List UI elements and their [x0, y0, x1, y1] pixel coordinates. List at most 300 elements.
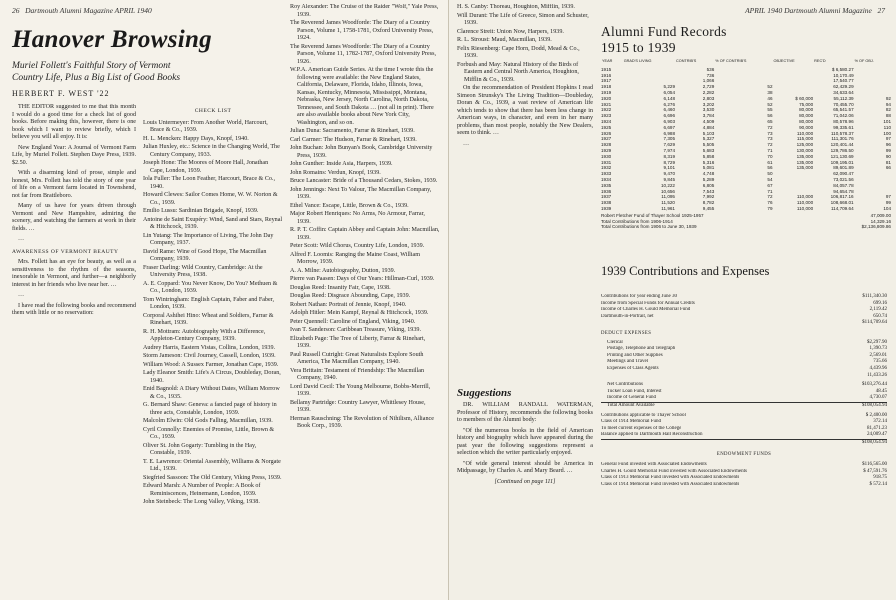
table-cell: 73	[767, 130, 773, 136]
endowment-row-label: Charles H. Gould Memorial Fund invested with Associated Endowments	[601, 468, 747, 474]
expense-row	[601, 340, 887, 347]
table-cell: 3,202	[702, 101, 715, 107]
expense-row	[601, 346, 887, 353]
book-entry: Edward Marsh: A Number of People: A Book of Reminiscences, Heinemann, London, 1939.	[143, 483, 261, 497]
expense-row-amount: 4,439.96	[869, 365, 887, 371]
table-cell: 1921	[601, 101, 612, 107]
table-cell: 10,170.49	[833, 72, 854, 78]
running-head-right	[745, 6, 885, 15]
paragraph: Mrs. Follett has an eye for beauty, as well as a sensitiveness to the rhythm of the seasons, inexorable in Vermont, and further—a neighborly interest in her friends who live near her. …	[12, 259, 136, 288]
applic-row	[601, 413, 887, 420]
deduct-head: DEDUCT EXPENSES	[601, 330, 652, 336]
book-entry: T. E. Lawrence: Oriental Assembly, Williams & Norgate Ltd., 1939.	[143, 458, 281, 472]
table-cell: 97	[885, 136, 891, 142]
paragraph: Many of us have for years driven through Vermont and New Hampshire, admiring the scenery, and watching the farmers at work in their fields. …	[12, 203, 136, 232]
table-cell: 10,656	[660, 188, 675, 194]
table-cell: 104	[883, 205, 891, 211]
running-title-left: Dartmouth Alumni Magazine APRIL 1940	[25, 6, 152, 15]
table-cell: 34,633.64	[833, 89, 854, 95]
table-cell: 84,057.78	[833, 182, 854, 188]
table-cell: 108,668.01	[830, 200, 854, 206]
table-cell: 72	[767, 194, 773, 200]
table-cell: 125,000	[796, 142, 814, 148]
income-row-label: Dartmouth-in-Portrait, net	[601, 313, 654, 319]
table-cell: 55,112.39	[833, 95, 854, 101]
table-cell: 1930	[601, 153, 612, 159]
table-cell: 99,335.61	[833, 124, 854, 130]
table-cell: 11,520	[661, 200, 675, 206]
book-entry: Peter Quennell: Caroline of England, Viking, 1940.	[290, 318, 416, 325]
table-cell: 1925	[601, 124, 612, 130]
table-cell: 1931	[601, 159, 612, 165]
applic-row	[601, 419, 887, 426]
records-table	[601, 58, 891, 230]
table-cell: 2,729	[702, 84, 715, 90]
contrib-expenses-statement	[601, 294, 887, 488]
table-cell: 6,054	[663, 89, 675, 95]
table-cell: 8,782	[702, 200, 715, 206]
book-entry: Audrey Harris, Eastern Vistas, Collins, London, 1939.	[143, 344, 276, 351]
checklist-head: CHECK LIST	[194, 108, 232, 114]
book-entry: Cyril Connolly: Enemies of Promise, Little, Brown & Co., 1939.	[143, 426, 275, 440]
income-row	[601, 301, 887, 308]
expense-row-amount: 2,569.01	[869, 352, 887, 358]
table-cell: 7,543	[702, 188, 715, 194]
applic-row-amount: 372.14	[873, 419, 887, 425]
book-entry: Peter Scott: Wild Chorus, Country Life, London, 1939.	[290, 243, 425, 249]
table-cell: 536	[706, 66, 715, 72]
table-cell: 111,301.76	[831, 136, 854, 142]
table-cell: 9,470	[663, 171, 675, 177]
table-cell: 100	[883, 130, 891, 136]
suggestions-column	[457, 402, 593, 596]
table-cell: 56	[767, 165, 773, 171]
table-cell: 52	[767, 84, 773, 90]
table-cell: 121,130.69	[830, 153, 854, 159]
book-entry: Corporal Ashihei Hino: Wheat and Soldiers, Farrar & Rinehart, 1939.	[143, 312, 274, 326]
table-cell: 71	[767, 188, 773, 194]
income-row-amount: 650.74	[873, 313, 887, 319]
table-cell: 7,992	[702, 194, 715, 200]
book-entry: William Wood: A Sussex Farmer, Jonathan Cape, 1939.	[143, 361, 279, 368]
net-row-label: Income of General Fund	[607, 395, 657, 401]
table-cell: 90,000	[799, 124, 814, 130]
book-entry: Pierre van Paasen: Days of Our Years: Hillman-Curl, 1939.	[290, 276, 435, 282]
table-cell: 114,709.64	[830, 205, 854, 211]
book-entry: Julian Duna: Sacramento, Farrar & Rinehart, 1939.	[290, 128, 415, 134]
expense-row-label: Postage, Telephone and Telegraph	[607, 346, 676, 352]
applic-row-amount: 81,471.23	[867, 425, 887, 431]
continued-note: [Continued on page 111]	[494, 478, 556, 485]
book-entry: The Reverend James Woodforde: The Diary of a Country Parson, Volume 1, 1758-1781, Oxford University Press, 1924.	[290, 20, 434, 41]
applic-row-label: Contributions applicable to Thayer School	[601, 412, 686, 418]
endowment-row-label: Class of 1913 Memorial Fund invested with Associated Endowments	[601, 475, 740, 481]
book-entry: Siegfried Sassoon: The Old Century, Viking Press, 1939.	[143, 474, 282, 481]
book-entry: John Steinbeck: The Long Valley, Viking, 1938.	[143, 499, 260, 505]
paragraph: "Of the numerous books in the field of American history and biography which have appeared during the past year the following suggestions represent a selection which the writer particularly enjoyed.	[457, 427, 593, 456]
table-cell: 5,858	[702, 153, 715, 159]
table-cell: 72	[767, 124, 773, 130]
book-entry: Ivan T. Sanderson: Caribbean Treasure, Viking, 1939.	[290, 327, 421, 333]
table-cell: 1920	[601, 95, 612, 101]
book-entry: Antoine de Saint Exupéry: Wind, Sand and Stars, Reynal & Hitchcock, 1939.	[143, 216, 283, 230]
checklist-column	[143, 104, 283, 596]
fletcher-row: Robert Fletcher Fund of Thayer School 1925-1957 47,009.00	[601, 212, 891, 218]
book-entry: Vera Brittain: Testament of Friendship: The Macmillan Company, 1940.	[290, 367, 425, 381]
table-cell: 80,578.96	[833, 118, 854, 124]
contrib-expenses-title: 1939 Contributions and Expenses	[601, 264, 770, 278]
book-entry: Lin Yutang: The Importance of Living, The John Day Company, 1937.	[143, 232, 274, 246]
table-cell: 6,696	[663, 113, 675, 119]
early-total-row: Total Contributions from 1906-1914 14,329.16	[601, 218, 891, 224]
book-entry: H. L. Mencken: Happy Days, Knopf, 1940.	[143, 135, 249, 142]
expense-row	[601, 366, 887, 373]
expense-row-amount: 1,390.73	[869, 346, 887, 352]
expense-row-label: Printing and Other Supplies	[607, 352, 663, 358]
book-entry: Major Robert Henriques: No Arms, No Armour, Farrar, 1939.	[290, 211, 425, 225]
table-cell: 1924	[601, 118, 612, 124]
table-cell: 99	[885, 147, 891, 153]
table-cell: 9,845	[663, 176, 675, 182]
table-cell: 2,282	[702, 89, 715, 95]
book-entry: Lord David Cecil: The Young Melbourne, Bobbs-Merrill, 1939.	[290, 383, 431, 397]
article-column-1	[12, 104, 136, 596]
table-cell: 56	[767, 113, 773, 119]
records-title: Alumni Fund Records 1915 to 1939	[601, 24, 727, 55]
paragraph: With a disarming kind of prose, simple and honest, Mrs. Follett has told the story of one year of life on a Vermont farm located in Townshend, not far from Brattleboro.	[12, 170, 136, 199]
paragraph: "Of wide general interest should be America in Midpassage, by Charles A. and Mary Beard. …	[457, 460, 593, 474]
endowment-row-label: Class of 1914 Memorial Fund invested with Associated Endowments	[601, 481, 740, 487]
suggestions-title: Suggestions	[457, 387, 512, 399]
paragraph: New England Year: A Journal of Vermont Farm Life, by Muriel Follett. Stephen Daye Press, 1939. $2.50.	[12, 144, 136, 166]
column-header: REC'D	[814, 59, 826, 63]
book-entry: Will Durant: The Life of Greece, Simon and Schuster, 1939.	[457, 12, 589, 26]
table-cell: 17,540.77	[833, 78, 854, 84]
income-row-amount: 699.16	[873, 300, 887, 306]
article-title: Hanover Browsing	[12, 26, 212, 53]
book-entry: John Buchan: John Bunyan's Book, Cambridge University Press, 1939.	[290, 145, 433, 159]
right-page	[448, 0, 896, 600]
table-cell: 5,316	[702, 159, 715, 165]
expense-row	[601, 353, 887, 360]
table-cell: 135,000	[796, 153, 814, 159]
book-entry: Carl Carmer: The Hudson, Farrar & Rinehart, 1939.	[290, 136, 417, 143]
article-byline: HERBERT F. WEST '22	[12, 89, 110, 98]
book-entry: R. H. Mottram: Autobiography With a Difference, Appleton-Century Company, 1939.	[143, 328, 266, 342]
running-head-left	[12, 6, 152, 15]
table-cell: 7,974	[663, 147, 675, 153]
table-cell: 4,884	[702, 124, 715, 130]
table-cell: 70	[767, 153, 773, 159]
table-cell: 75,000	[799, 101, 814, 107]
book-entry: Herman Rauschning: The Revolution of Nihilism, Alliance Book Corp., 1939.	[290, 415, 434, 429]
table-cell: 11,095	[661, 194, 675, 200]
table-cell: 110,000	[796, 194, 814, 200]
table-cell: 110,578.37	[830, 130, 854, 136]
table-cell: 1922	[601, 107, 612, 113]
table-cell: 82	[885, 107, 891, 113]
table-cell: 73,021.56	[833, 176, 854, 182]
net-row-amount: 48.45	[875, 388, 887, 394]
book-entry: Joseph Hone: The Moores of Moore Hall, Jonathan Cape, London, 1939.	[143, 160, 269, 174]
expense-total-row: 11,433.26	[867, 372, 887, 378]
paragraph: On the recommendation of President Hopkins I read Simeon Strunsky's The Living Tradition—Doubleday, Doran & Co., 1939, a vast review of American life which tends to show that there has been less change in American ways, in character, and even in her many problems, than most people, notably the New Dealers, seem to think. …	[457, 85, 593, 136]
endowment-row-label: General Fund invested with Associated Endowments	[601, 462, 707, 468]
table-cell: 1938	[601, 200, 612, 206]
table-cell: 736	[706, 72, 715, 78]
section-head: AWARENESS OF VERMONT BEAUTY	[12, 248, 119, 255]
book-entry: A. A. Milne: Autobiography, Dutton, 1939.	[290, 267, 396, 274]
table-cell: 99	[885, 200, 891, 206]
book-entry: R. L. Stroust: Maud, Macmillan, 1939.	[457, 37, 552, 43]
table-cell: 62,429.29	[833, 84, 854, 90]
book-entry: G. Bernard Shaw: Geneva: a fancied page of history in three acts, Constable, London, 1939.	[143, 402, 277, 416]
book-entry: Bellamy Partridge: Country Lawyer, Whittlesey House, 1939.	[290, 399, 426, 413]
table-cell: 110,000	[796, 200, 814, 206]
book-entry: Ethel Vance: Escape, Little, Brown & Co., 1939.	[290, 202, 409, 209]
net-row-label: Net Contributions	[607, 382, 643, 388]
table-cell: 1,066	[702, 78, 715, 84]
book-entry: Fraser Darling: Wild Country, Cambridge: At the University Press, 1938.	[143, 264, 263, 278]
book-entry: Douglas Reed: Insanity Fair, Cape, 1938.	[290, 284, 391, 291]
paragraph: DR. WILLIAM RANDALL WATERMAN, Professor of History, recommends the following books to members of the Alumni body:	[457, 402, 593, 423]
table-cell: 1918	[601, 84, 612, 90]
table-cell: 71,042.06	[833, 113, 854, 119]
net-row	[601, 395, 887, 402]
table-cell: 81	[885, 159, 891, 165]
table-cell: 110,000	[796, 205, 814, 211]
table-cell: $ 60,000	[795, 95, 814, 101]
table-cell: 72	[767, 142, 773, 148]
total-available-row: Total Amount Available $108,054.94	[601, 402, 887, 410]
income-row-amount: $111,340.30	[862, 294, 887, 299]
table-cell: 90	[885, 153, 891, 159]
table-cell: 96	[885, 142, 891, 148]
table-cell: $ 6,580.27	[831, 66, 854, 72]
book-entry: The Reverend James Woodforde: The Diary of a Country Parson, Volume 11, 1782-1787, Oxford University Press, 1926.	[290, 43, 437, 65]
table-cell: 6,148	[663, 95, 675, 101]
endowment-row-amount: $ 47,591.76	[863, 468, 887, 474]
book-entry: Emilio Lussu: Sardinian Brigade, Knopf, 1939.	[143, 208, 259, 214]
table-cell: 3,784	[702, 113, 715, 119]
table-cell: 79	[767, 205, 773, 211]
table-cell: 1916	[601, 72, 612, 78]
applic-total-row: $108,054.94	[601, 439, 887, 447]
applic-row-label: Class of 1914 Memorial Fund	[601, 419, 661, 425]
book-entry: Adolph Hitler: Mein Kampf, Reynal & Hitchcock, 1939.	[290, 310, 429, 316]
table-cell: 5,081	[702, 165, 715, 171]
table-cell: 80,000	[799, 118, 814, 124]
paragraph: THE EDITOR suggested to me that this month I would do a good time for a check list of good books. Before making this, however, there is one book which I want to review briefly, which I believe you will all enjoy. It is:	[12, 104, 136, 140]
page-number-right: 27	[877, 6, 885, 15]
book-entry: A. E. Coppard: You Never Know, Do You? Methuen & Co., London, 1939.	[143, 280, 278, 294]
table-cell: 6,903	[663, 118, 675, 124]
net-row	[601, 389, 887, 396]
income-row	[601, 294, 887, 301]
table-cell: 65	[767, 118, 773, 124]
table-cell: 110,000	[796, 130, 814, 136]
book-entry: Felix Riesenberg: Cape Horn, Dodd, Mead & Co., 1939.	[457, 45, 580, 59]
table-cell: 6,805	[702, 182, 715, 188]
applic-row	[601, 426, 887, 433]
book-entry: Malcolm Elwin: Old Gods Falling, Macmillan, 1939.	[143, 418, 273, 424]
table-cell: 46	[767, 95, 773, 101]
expense-row-label: Meetings and Travel	[607, 359, 649, 365]
table-cell: 97	[885, 194, 891, 200]
applic-row-label: Balance applied to Dartmouth Hall Reconstruction	[601, 432, 703, 438]
table-cell: 50	[767, 171, 773, 177]
book-entry: Lady Eleanor Smith: Life's A Circus, Doubleday, Doran, 1940.	[143, 370, 281, 384]
book-entry: Oliver St. John Gogarty: Tumbling in the Hay, Constable, 1939.	[143, 442, 257, 456]
table-cell: 4,748	[702, 171, 715, 177]
table-cell: 6,697	[663, 124, 675, 130]
book-entry: Robert Nathan: Portrait of Jennie, Knopf, 1940.	[290, 301, 407, 308]
expense-row-label: Clerical	[607, 339, 623, 345]
book-entry: Roy Alexander: The Cruise of the Raider "Wolf," Yale Press, 1939.	[290, 4, 439, 18]
income-total-row: $114,709.64	[862, 320, 887, 326]
table-cell: 1933	[601, 171, 612, 177]
table-cell: 1934	[601, 176, 612, 182]
table-cell: 135,000	[796, 165, 814, 171]
expense-row-amount: 735.66	[873, 359, 887, 365]
paragraph: …	[463, 140, 470, 147]
book-entry: Storm Jameson: Civil Journey, Cassell, London, 1939.	[143, 353, 276, 359]
income-row	[601, 307, 887, 314]
table-cell: 110	[883, 124, 891, 130]
grand-total-row: Total Contributions from 1906 to June 30, 1939 $2,136,809.86	[601, 224, 891, 230]
table-cell: 4,509	[702, 118, 715, 124]
net-row	[601, 382, 887, 389]
endowment-row	[601, 462, 887, 469]
table-cell: 8,319	[663, 153, 675, 159]
table-row	[601, 206, 891, 212]
table-cell: 1929	[601, 147, 612, 153]
endowment-head: ENDOWMENT FUNDS	[716, 452, 772, 458]
table-cell: 80,000	[799, 107, 814, 113]
table-cell: 5,327	[702, 136, 715, 142]
table-cell: 11,961	[661, 205, 675, 211]
paragraph: …	[18, 292, 25, 298]
applic-row-amount: 24,009.47	[867, 432, 887, 438]
table-cell: 9,455	[702, 205, 715, 211]
table-cell: 6,276	[663, 101, 675, 107]
table-cell: 109,195.01	[830, 159, 854, 165]
book-entry: Douglas Reed: Disgrace Abounding, Cape, 1939.	[290, 293, 411, 299]
table-cell: 89,601.89	[833, 165, 854, 171]
book-entry: Clarence Streit: Union Now, Harpers, 1939.	[457, 28, 564, 35]
endowment-row	[601, 475, 887, 482]
book-entry: H. S. Canby: Thoreau, Houghton, Mifflin, 1939.	[457, 4, 575, 10]
book-entry: David Rame: Wine of Good Hope, The Macmillan Company, 1939.	[143, 248, 267, 262]
expense-row	[601, 359, 887, 366]
applic-row-amount: $ 2,400.00	[865, 412, 887, 418]
table-cell: 101	[883, 118, 891, 124]
table-cell: 54	[767, 176, 773, 182]
table-cell: 1939	[601, 205, 612, 211]
table-cell: 2,803	[702, 95, 715, 101]
table-cell: 1936	[601, 188, 612, 194]
book-entry: John Romains: Verdun, Knopf, 1939.	[290, 169, 381, 176]
income-row-label: Contributions for year ending June 30	[601, 294, 677, 299]
table-cell: 65,541.57	[833, 107, 854, 113]
table-cell: 7,629	[663, 142, 675, 148]
net-row-amount: 4,730.07	[869, 395, 887, 401]
table-cell: 70,455.70	[833, 101, 854, 107]
column-header: OBJECTIVE	[773, 59, 795, 63]
book-entry: Louis Untermeyer: From Another World, Harcourt, Brace & Co., 1939.	[143, 119, 268, 133]
income-row	[601, 314, 887, 321]
table-cell: 5,229	[663, 84, 675, 90]
table-cell: 6,460	[663, 107, 675, 113]
table-cell: 94	[885, 101, 891, 107]
paragraph: I have read the following books and recommend them with little or no reservation:	[12, 302, 136, 316]
column-header: GRAD'S LIVING	[623, 59, 652, 63]
table-cell: 1917	[601, 78, 612, 84]
table-cell: 92	[885, 95, 891, 101]
column-header: CONTRIB'S	[676, 59, 697, 63]
endowment-row	[601, 469, 887, 476]
book-entry: John Jennings: Next To Valour, The Macmillan Company, 1939.	[290, 186, 432, 200]
book-entry: Forbush and May: Natural History of the Birds of Eastern and Central North America, Houghton, Mifflin & Co., 1939.	[457, 61, 579, 83]
table-cell: 9,101	[663, 165, 675, 171]
column-header: % OF OBJ.	[854, 59, 874, 63]
table-cell: 76	[767, 200, 773, 206]
article-subtitle: Muriel Follett's Faithful Story of Vermont Country Life, Plus a Big List of Good Books	[12, 61, 181, 83]
table-cell: 1928	[601, 142, 612, 148]
book-entry: Paul Russell Cutright: Great Naturalists Explore South America, The Macmillan Company, 1940.	[290, 351, 424, 365]
table-cell: 61	[767, 159, 773, 165]
table-cell: 130,000	[796, 147, 814, 153]
table-cell: 80,000	[799, 113, 814, 119]
table-cell: 88	[885, 113, 891, 119]
running-title-right: APRIL 1940 Dartmouth Alumni Magazine	[745, 6, 872, 15]
booklist-column-right	[457, 4, 593, 386]
booklist-column-3	[290, 4, 440, 596]
endowment-row	[601, 482, 887, 489]
endowment-row-amount: $ 572.14	[869, 481, 887, 487]
table-cell: 1919	[601, 89, 612, 95]
table-cell: 5,683	[702, 147, 715, 153]
book-entry: Howard Clewes: Sailor Comes Home, W. W. Norton & Co., 1939.	[143, 192, 278, 206]
expense-row-amount: $2,297.90	[867, 339, 887, 345]
table-cell: 1937	[601, 194, 612, 200]
table-cell: 1935	[601, 182, 612, 188]
income-row-label: Income of Charles H. Gould Memorial Fund	[601, 307, 691, 313]
endowment-row-amount: $116,565.00	[862, 462, 887, 468]
book-entry: W.P.A. American Guide Series. At the time I wrote this the following were available: the New England States, California, Delaware, Florida, Idaho, Illinois, Iowa, Kansas, Kentucky, Minnesota, Mississippi, Montana, Nebraska, New Jersey, North Carolina, North Dakota, Tennessee, and South Dakota … (not all in print). There are also available books about New York City, Washington, and so on.	[290, 67, 434, 126]
book-entry: John Gunther: Inside Asia, Harpers, 1939.	[290, 161, 393, 167]
book-entry: Tom Wintringham: English Captain, Faber and Faber, London, 1939.	[143, 296, 274, 310]
table-cell: 106,817.16	[830, 194, 854, 200]
page-number-left: 26	[12, 6, 20, 15]
table-cell: 120,401.44	[830, 142, 854, 148]
net-row-amount: $103,276.44	[862, 382, 887, 388]
table-cell: 6,988	[663, 130, 675, 136]
book-entry: Bruce Lancaster: Bride of a Thousand Cedars, Stokes, 1939.	[290, 178, 438, 184]
book-entry: Enid Bagnold: A Diary Without Dates, William Morrow & Co., 1935.	[143, 386, 280, 400]
table-cell: 62,090.47	[833, 171, 854, 177]
table-cell: 55	[767, 107, 773, 113]
table-cell: 129,786.50	[830, 147, 854, 153]
income-row-amount: 2,119.42	[869, 307, 887, 313]
column-header: YEAR	[602, 59, 613, 63]
table-cell: 1915	[601, 66, 612, 72]
book-entry: R. P. T. Coffin: Captain Abbey and Captain John: Macmillan, 1939.	[290, 227, 440, 241]
table-cell: 1926	[601, 130, 612, 136]
table-cell: 1923	[601, 113, 612, 119]
book-entry: Julian Huxley, etc.: Science in the Changing World, The Century Company, 1933.	[143, 144, 280, 158]
table-cell: 135,000	[796, 159, 814, 165]
